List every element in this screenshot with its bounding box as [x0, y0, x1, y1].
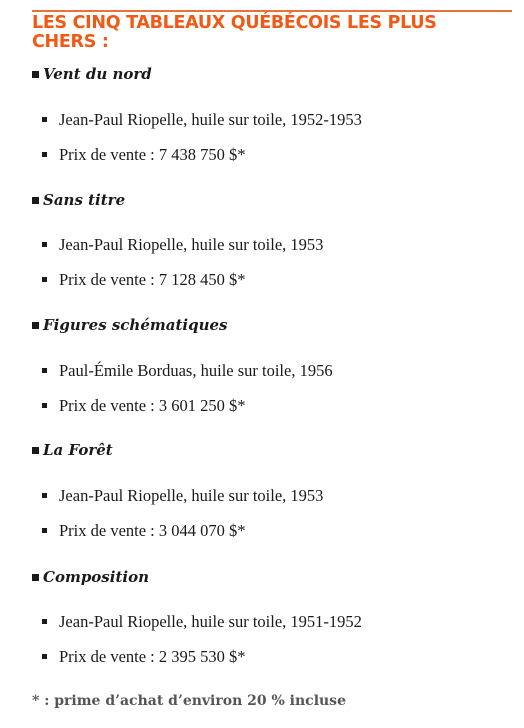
footnote: * : prime d’achat d’environ 20 % incluse [32, 693, 346, 709]
painting-price: Prix de vente : 7 128 450 $* [42, 270, 246, 290]
painting-details: Jean-Paul Riopelle, huile sur toile, 1951-1952 [42, 612, 362, 632]
square-bullet-icon [32, 574, 39, 581]
painting-title: La Forêt [32, 440, 113, 460]
bullet-icon [42, 654, 47, 659]
painting-price: Prix de vente : 3 601 250 $* [42, 396, 246, 416]
bullet-icon [42, 277, 47, 282]
bullet-icon [42, 403, 47, 408]
painting-details: Paul-Émile Borduas, huile sur toile, 1956 [42, 361, 333, 381]
painting-price: Prix de vente : 2 395 530 $* [42, 647, 246, 667]
painting-title: Vent du nord [32, 64, 152, 84]
square-bullet-icon [32, 197, 39, 204]
painting-title: Sans titre [32, 190, 125, 210]
top-divider [32, 10, 512, 12]
painting-details: Jean-Paul Riopelle, huile sur toile, 1953 [42, 235, 323, 255]
square-bullet-icon [32, 447, 39, 454]
painting-price: Prix de vente : 7 438 750 $* [42, 145, 246, 165]
painting-price: Prix de vente : 3 044 070 $* [42, 521, 246, 541]
painting-details: Jean-Paul Riopelle, huile sur toile, 1952-1953 [42, 110, 362, 130]
bullet-icon [42, 619, 47, 624]
bullet-icon [42, 117, 47, 122]
bullet-icon [42, 493, 47, 498]
bullet-icon [42, 528, 47, 533]
bullet-icon [42, 152, 47, 157]
list-heading: LES CINQ TABLEAUX QUÉBÉCOIS LES PLUS CHERS : [32, 13, 437, 52]
painting-title: Composition [32, 567, 149, 587]
bullet-icon [42, 368, 47, 373]
bullet-icon [42, 242, 47, 247]
painting-title: Figures schématiques [32, 315, 227, 335]
painting-details: Jean-Paul Riopelle, huile sur toile, 1953 [42, 486, 323, 506]
square-bullet-icon [32, 322, 39, 329]
square-bullet-icon [32, 71, 39, 78]
